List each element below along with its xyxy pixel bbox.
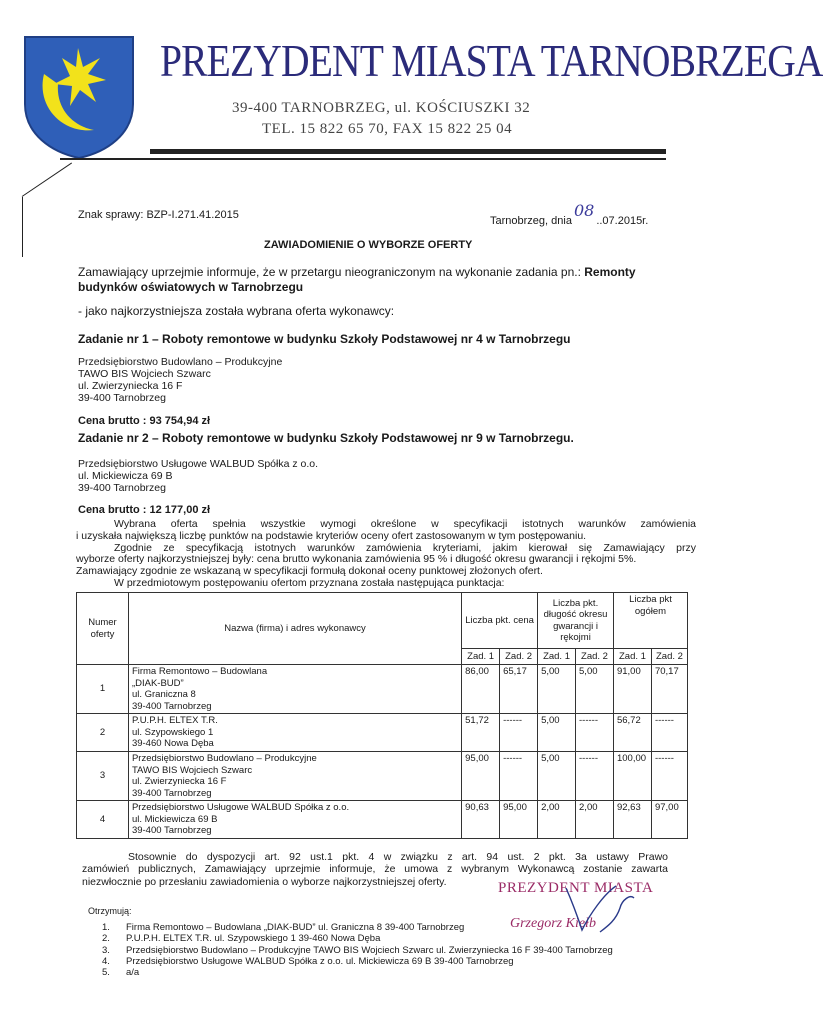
score-cell: ------ [500, 714, 538, 752]
recipient-text: Przedsiębiorstwo Budowlano – Produkcyjne TAWO BIS Wojciech Szwarc ul. Zwierzyniecka 16 F 39-400 Tarnobrzeg [126, 944, 613, 956]
offer-number: 1 [77, 665, 129, 714]
score-cell: 5,00 [538, 714, 576, 752]
task-2-price: Cena brutto : 12 177,00 zł [78, 504, 211, 516]
letterhead-rule-side [22, 197, 23, 257]
task-1-title: Zadanie nr 1 – Roboty remontowe w budynku Szkoły Podstawowej nr 4 w Tarnobrzegu [78, 332, 571, 346]
intro-line-2: - jako najkorzystniejsza została wybrana oferta wykonawcy: [78, 304, 395, 318]
score-cell: 90,63 [462, 801, 500, 839]
task-1-address-line: TAWO BIS Wojciech Szwarc [78, 368, 211, 380]
contractor-line: ul. Graniczna 8 [131, 689, 196, 700]
score-cell: 86,00 [462, 665, 500, 714]
recipient-text: Firma Remontowo – Budowlana „DIAK-BUD” ul. Graniczna 8 39-400 Tarnobrzeg [126, 922, 465, 933]
recipient-number: 4. [102, 955, 110, 967]
recipient-text: a/a [126, 967, 140, 979]
score-cell: 95,00 [462, 752, 500, 801]
contractor-line: „DIAK-BUD” [131, 677, 184, 689]
subheader-cell: Zad. 2 [576, 649, 614, 665]
document-date [490, 201, 649, 228]
table-row [77, 665, 688, 714]
header-price-points: Liczba pkt. cena [462, 593, 538, 649]
task-1-address [78, 356, 690, 404]
list-item [88, 956, 613, 967]
document-heading: ZAWIADOMIENIE O WYBORZE OFERTY [264, 239, 473, 251]
table-row [77, 801, 688, 839]
task-1-address-line: 39-400 Tarnobrzeg [78, 392, 166, 404]
table-row [77, 714, 688, 752]
contractor-cell [128, 752, 461, 801]
justification-line: i uzyskała największą liczbę punktów na podstawie kryteriów oceny ofert zastosowanym w tym postępowaniu. [76, 529, 587, 542]
subheader-cell: Zad. 2 [500, 649, 538, 665]
subheader-cell: Zad. 1 [613, 649, 651, 665]
recipient-number: 5. [102, 967, 110, 979]
task-2-address [78, 458, 690, 494]
list-item [88, 945, 613, 956]
contractor-line: 39-400 Tarnobrzeg [131, 825, 212, 836]
letterhead-title: PREZYDENT MIASTA TARNOBRZEGA [160, 35, 823, 86]
recipient-number: 2. [102, 933, 110, 945]
letterhead-address: 39-400 TARNOBRZEG, ul. KOŚCIUSZKI 32 [232, 100, 531, 116]
contractor-line: ul. Szypowskiego 1 [131, 726, 214, 738]
task-2-title: Zadanie nr 2 – Roboty remontowe w budynku Szkoły Podstawowej nr 9 w Tarnobrzegu. [78, 431, 574, 445]
contractor-line: 39-400 Tarnobrzeg [131, 700, 212, 712]
contractor-line: Przedsiębiorstwo Usługowe WALBUD Spółka z o.o. [131, 802, 350, 813]
contractor-cell [128, 801, 461, 839]
score-cell: 92,63 [613, 801, 651, 839]
table-row [77, 752, 688, 801]
score-cell: ------ [576, 752, 614, 801]
contractor-cell [128, 714, 461, 752]
score-cell: 95,00 [500, 801, 538, 839]
task-1-address-line: ul. Zwierzyniecka 16 F [78, 380, 183, 392]
intro-text: Zamawiający uprzejmie informuje, że w przetargu nieograniczonym na wykonanie zadania pn.: [78, 265, 585, 279]
score-cell: 5,00 [576, 665, 614, 714]
intro-task-name: Remonty budynków oświatowych w Tarnobrzegu [78, 265, 636, 294]
score-cell: ------ [576, 714, 614, 752]
task-1-address-line: Przedsiębiorstwo Budowlano – Produkcyjne [78, 356, 283, 368]
score-cell: 100,00 [613, 752, 651, 801]
score-cell: 91,00 [613, 665, 651, 714]
recipients-list [88, 922, 613, 978]
score-cell: ------ [651, 752, 687, 801]
score-cell: 56,72 [613, 714, 651, 752]
justification-line: wyborze oferty najkorzystniejszej były: cena brutto wykonania zamówienia 95 % i długość okresu gwarancji i rękojmi 5%. [76, 553, 637, 566]
date-prefix: Tarnobrzeg, dnia [490, 215, 572, 227]
signature-stamp: Grzegorz Kiełb [510, 916, 596, 931]
justification-line: Wybrana oferta spełnia wszystkie wymogi określone w specyfikacji istotnych warunków zamówienia [114, 518, 696, 530]
score-cell: ------ [500, 752, 538, 801]
justification-line: W przedmiotowym postępowaniu ofertom przyznana została następująca punktacja: [114, 576, 505, 589]
handwritten-day: 08 [573, 201, 595, 220]
recipients-label: Otrzymują: [88, 906, 132, 916]
offer-number: 4 [77, 801, 129, 839]
date-suffix: ..07.2015r. [596, 215, 649, 227]
subheader-cell: Zad. 2 [651, 649, 687, 665]
subheader-cell: Zad. 1 [462, 649, 500, 665]
score-cell: 65,17 [500, 665, 538, 714]
recipient-number: 1. [102, 922, 110, 933]
case-reference: Znak sprawy: BZP-I.271.41.2015 [78, 209, 239, 221]
score-table [76, 592, 688, 839]
contractor-line: P.U.P.H. ELTEX T.R. [131, 715, 218, 726]
score-cell: 51,72 [462, 714, 500, 752]
closing-line: niezwłocznie po przesłaniu zawiadomienia o wyborze najkorzystniejszej oferty. [82, 875, 447, 888]
score-cell: 2,00 [576, 801, 614, 839]
contractor-cell [128, 665, 461, 714]
score-cell: 5,00 [538, 752, 576, 801]
score-cell: 5,00 [538, 665, 576, 714]
letterhead-rule-top [150, 149, 666, 154]
justification-line: Zgodnie ze specyfikacją istotnych warunków zamówienia kryteriami, jakim kierował się Zamawiający przy [114, 541, 696, 554]
score-cell: 70,17 [651, 665, 687, 714]
list-item [88, 933, 613, 944]
header-warranty-points: Liczba pkt. długość okresu gwarancji i rękojmi [538, 593, 614, 649]
letterhead-rule-mid [60, 158, 666, 160]
contractor-line: 39-400 Tarnobrzeg [131, 787, 212, 799]
contractor-line: TAWO BIS Wojciech Szwarc [131, 764, 253, 776]
task-1-price: Cena brutto : 93 754,94 zł [78, 415, 211, 427]
contractor-line: Przedsiębiorstwo Budowlano – Produkcyjne [131, 753, 317, 764]
closing-line: zamówień publicznych, Zamawiający uprzejmie informuje, że umowa z wybranym Wykonawcą zostanie zawarta [82, 863, 668, 876]
contractor-line: Firma Remontowo – Budowlana [131, 666, 268, 677]
justification-line: Zamawiający zgodnie ze wskazaną w specyfikacji formułą dokonał oceny punktowej złożonych ofert. [76, 565, 543, 578]
official-stamp: PREZYDENT MIASTA [498, 880, 654, 896]
intro-paragraph [78, 265, 690, 295]
table-header-row [77, 593, 688, 649]
contractor-line: 39-460 Nowa Dęba [131, 738, 214, 749]
recipient-number: 3. [102, 944, 110, 956]
closing-line: Stosownie do dyspozycji art. 92 ust.1 pkt. 4 w związku z art. 94 ust. 2 pkt. 3a ustawy Prawo [128, 851, 668, 863]
letterhead-rule-low [22, 163, 72, 197]
recipient-text: Przedsiębiorstwo Usługowe WALBUD Spółka z o.o. ul. Mickiewicza 69 B 39-400 Tarnobrzeg [126, 955, 514, 967]
task-2-address-line: ul. Mickiewicza 69 B [78, 470, 173, 482]
subheader-cell: Zad. 1 [538, 649, 576, 665]
task-2-address-line: Przedsiębiorstwo Usługowe WALBUD Spółka z o.o. [78, 458, 319, 470]
letterhead-phone: TEL. 15 822 65 70, FAX 15 822 25 04 [262, 121, 513, 137]
city-coat-of-arms [22, 34, 136, 160]
contractor-line: ul. Mickiewicza 69 B [131, 813, 218, 825]
recipient-text: P.U.P.H. ELTEX T.R. ul. Szypowskiego 1 39-460 Nowa Dęba [126, 933, 381, 945]
header-offer-number: Numer oferty [77, 593, 129, 665]
score-cell: 2,00 [538, 801, 576, 839]
contractor-line: ul. Zwierzyniecka 16 F [131, 776, 227, 787]
list-item [88, 922, 613, 933]
offer-number: 3 [77, 752, 129, 801]
offer-number: 2 [77, 714, 129, 752]
list-item [88, 967, 613, 978]
header-total-points: Liczba pkt ogółem [613, 593, 687, 649]
score-cell: ------ [651, 714, 687, 752]
task-2-address-line: 39-400 Tarnobrzeg [78, 482, 166, 494]
score-cell: 97,00 [651, 801, 687, 839]
justification-paragraph [76, 519, 696, 590]
header-contractor: Nazwa (firma) i adres wykonawcy [128, 593, 461, 665]
